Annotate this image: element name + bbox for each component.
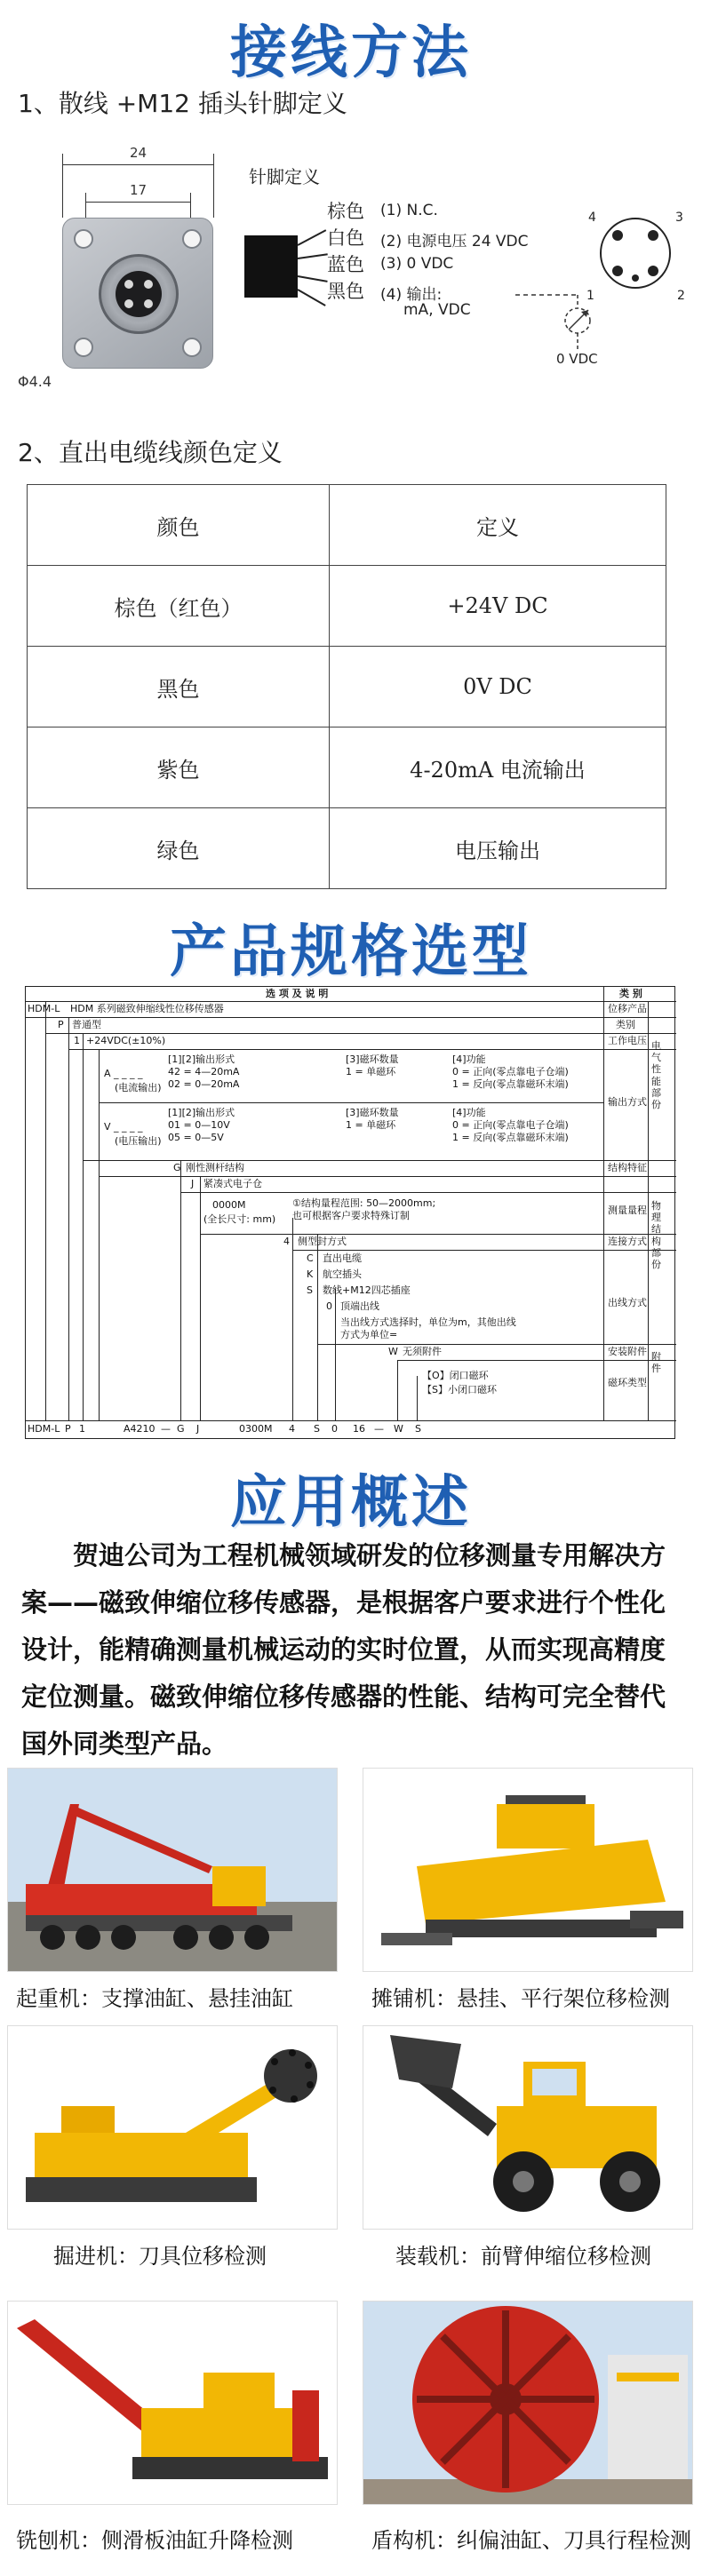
load-symbol-icon xyxy=(515,280,622,386)
rule xyxy=(180,1192,676,1193)
plug-pin xyxy=(144,280,153,289)
example-code: 1 xyxy=(79,1423,85,1435)
rule xyxy=(397,1360,676,1361)
spec-section-title: 产品规格选型 xyxy=(170,919,532,985)
mounting-hole xyxy=(74,229,93,249)
spec-text: 方式为单位= xyxy=(340,1329,398,1340)
application-caption: 摊铺机：悬挂、平行架位移检测 xyxy=(371,1986,670,2011)
spec-cat: 安装附件 xyxy=(608,1346,647,1357)
roadheader-image xyxy=(7,2025,338,2230)
spec-cat: 测量量程 xyxy=(608,1205,647,1216)
spec-text: 也可根据客户要求特殊订制 xyxy=(292,1210,410,1221)
connector-subheading: 1、散线 +M12 插头针脚定义 xyxy=(18,89,347,118)
spec-text: 01 = 0—10V xyxy=(168,1119,230,1131)
spec-text: [1][2]输出形式 xyxy=(168,1107,235,1118)
spec-text: [4]功能 xyxy=(452,1053,486,1065)
table-cell: 绿色 xyxy=(28,808,330,889)
application-intro: 贺迪公司为工程机械领域研发的位移测量专用解决方案——磁致伸缩位移传感器，是根据客户要求进行个性化设计，能精确测量机械运动的实时位置，从而实现高精度定位测量。磁致伸缩位移传感器的性能、结构可完全替代国外同类型产品。 xyxy=(21,1540,666,1759)
spec-cat-vertical: 电气性能部份 xyxy=(651,1040,661,1110)
spec-selection-table xyxy=(25,986,675,1439)
example-code: HDM-L xyxy=(28,1423,60,1435)
spec-text: [1][2]输出形式 xyxy=(168,1053,235,1065)
spec-opt: P xyxy=(58,1019,64,1030)
example-code: A4210 xyxy=(124,1423,156,1435)
cable-end xyxy=(244,235,298,298)
table-cell: 棕色（红色） xyxy=(28,566,330,647)
wire-color-blue: 蓝色 xyxy=(327,254,364,275)
spec-opt: W xyxy=(388,1346,398,1357)
spec-text: ①结构量程范围: 50—2000mm; xyxy=(292,1197,436,1209)
loader-image xyxy=(363,2025,693,2230)
spec-cat-vertical: 物理结构部份 xyxy=(651,1200,661,1270)
spec-opt: S xyxy=(307,1284,313,1296)
rule xyxy=(603,987,604,1420)
wire-blue xyxy=(298,275,328,282)
dim-guide-right xyxy=(213,154,214,218)
table-header-cell: 定义 xyxy=(330,485,666,566)
example-code: J xyxy=(196,1423,200,1435)
spec-opt-desc: 普通型 xyxy=(72,1019,101,1030)
dim-outer-label: 24 xyxy=(130,145,148,161)
example-code: — xyxy=(374,1423,384,1435)
pinout-dot xyxy=(612,266,623,276)
mounting-hole xyxy=(182,338,202,357)
rule xyxy=(417,1376,418,1420)
example-code: 0 xyxy=(331,1423,338,1435)
spec-opt: C xyxy=(307,1252,314,1264)
spec-header-category: 类 别 xyxy=(619,988,642,999)
table-cell: 0V DC xyxy=(330,647,666,727)
spec-opt-desc: +24VDC(±10%) xyxy=(86,1035,166,1046)
milling-machine-image xyxy=(7,2301,338,2505)
m12-plug-image xyxy=(62,218,213,369)
spec-opt: K xyxy=(307,1268,314,1280)
spec-text: 1 = 单磁环 xyxy=(346,1066,396,1077)
spec-cat: 结构特征 xyxy=(608,1162,647,1173)
pin-number: 1 xyxy=(586,289,594,303)
rule xyxy=(99,1049,100,1420)
wire-brown xyxy=(298,229,327,246)
spec-opt-desc: 刚性测杆结构 xyxy=(186,1162,244,1173)
table-row xyxy=(28,727,666,808)
application-section-title: 应用概述 xyxy=(230,1470,472,1536)
spec-a-block: A _ _ _ _ xyxy=(104,1068,143,1079)
rule xyxy=(99,1102,603,1103)
rule xyxy=(68,1049,676,1050)
dim-guide-inner-left xyxy=(85,193,86,218)
rule xyxy=(45,1033,676,1034)
wire-black xyxy=(298,289,326,306)
dim-line-outer xyxy=(62,164,213,165)
pinout-dot xyxy=(612,230,623,241)
dim-guide-left xyxy=(62,154,63,218)
spec-text: 0 = 正向(零点靠电子仓端) xyxy=(452,1066,569,1077)
spec-v-block: V _ _ _ _ xyxy=(104,1121,143,1133)
spec-opt: G xyxy=(173,1162,181,1173)
rule xyxy=(292,1218,293,1420)
spec-header-options: 选 项 及 说 明 xyxy=(266,988,329,999)
example-code: — xyxy=(161,1423,171,1435)
spec-text: (全长尺寸: mm) xyxy=(203,1213,276,1225)
paver-image xyxy=(363,1768,693,1972)
wire-white xyxy=(298,253,328,259)
spec-opt-desc: 紧凑式电子仓 xyxy=(203,1178,262,1189)
wire-def-1: (1) N.C. xyxy=(380,202,438,219)
spec-opt-desc: 直出电缆 xyxy=(323,1252,362,1264)
crane-image xyxy=(7,1768,338,1972)
mounting-hole xyxy=(74,338,93,357)
rule xyxy=(648,1001,649,1420)
spec-opt: J xyxy=(191,1178,195,1189)
table-row xyxy=(28,566,666,647)
spec-opt-desc: 航空插头 xyxy=(323,1268,362,1280)
shield-machine-image xyxy=(363,2301,693,2505)
rule xyxy=(200,1234,676,1235)
table-cell: 4-20mA 电流输出 xyxy=(330,727,666,808)
application-caption: 起重机：支撑油缸、悬挂油缸 xyxy=(16,1986,293,2011)
wire-def-2: (2) 电源电压 24 VDC xyxy=(380,233,529,250)
rule xyxy=(68,1017,69,1420)
spec-text: 1 = 反向(零点靠磁环末端) xyxy=(452,1132,569,1143)
example-code: 16 xyxy=(353,1423,365,1435)
wire-color-brown: 棕色 xyxy=(327,201,364,222)
pin-number: 3 xyxy=(675,211,683,225)
spec-text: [3]磁环数量 xyxy=(346,1053,399,1065)
example-code: W xyxy=(394,1423,403,1435)
plug-pin xyxy=(124,280,133,289)
spec-cat: 位移产品 xyxy=(608,1003,647,1014)
spec-a-sub: (电流输出) xyxy=(115,1082,162,1093)
wire-def-4: (4) 输出: xyxy=(380,286,443,304)
pin-definition-title: 针脚定义 xyxy=(249,166,320,187)
rule xyxy=(317,1234,318,1420)
spec-opt: 1 xyxy=(74,1035,80,1046)
rule xyxy=(292,1250,676,1251)
dim-line-inner xyxy=(85,202,190,203)
rule xyxy=(200,1176,201,1420)
spec-cat: 连接方式 xyxy=(608,1236,647,1247)
application-caption: 掘进机：刀具位移检测 xyxy=(53,2244,267,2269)
rule xyxy=(26,1420,676,1421)
spec-cat: 类别 xyxy=(616,1019,635,1030)
rule xyxy=(335,1289,336,1420)
spec-cat: 工作电压 xyxy=(608,1035,647,1046)
spec-opt-desc: 无须附件 xyxy=(403,1346,442,1357)
pinout-dot xyxy=(648,266,658,276)
application-caption: 铣刨机：侧滑板油缸升降检测 xyxy=(16,2528,293,2553)
spec-text: [4]功能 xyxy=(452,1107,486,1118)
table-cell: 电压输出 xyxy=(330,808,666,889)
spec-text: 【O】闭口磁环 xyxy=(422,1370,489,1381)
rule xyxy=(45,1001,46,1420)
output-units: mA, VDC xyxy=(403,301,471,319)
rule xyxy=(180,1160,181,1420)
example-code: P xyxy=(65,1423,71,1435)
spec-text: 当出线方式选择时，单位为m，其他出线 xyxy=(340,1316,516,1328)
color-subheading: 2、直出电缆线颜色定义 xyxy=(18,438,283,467)
example-code: 0300M xyxy=(239,1423,273,1435)
spec-text: 0000M xyxy=(212,1199,246,1211)
rule xyxy=(99,1176,676,1177)
hole-diameter-label: Φ4.4 xyxy=(18,373,52,390)
wiring-section-title: 接线方法 xyxy=(230,20,472,86)
dim-inner-label: 17 xyxy=(130,182,148,198)
wire-color-black: 黑色 xyxy=(327,281,364,302)
rule xyxy=(83,1160,676,1161)
rule xyxy=(26,1001,676,1002)
table-header-cell: 颜色 xyxy=(28,485,330,566)
table-cell: +24V DC xyxy=(330,566,666,647)
application-caption: 装载机：前臂伸缩位移检测 xyxy=(395,2244,651,2269)
spec-text: 【S】小闭口磁环 xyxy=(422,1384,497,1395)
wire-color-white: 白色 xyxy=(327,227,364,249)
application-caption: 盾构机：纠偏油缸、刀具行程检测 xyxy=(371,2528,691,2553)
spec-v-sub: (电压输出) xyxy=(115,1135,162,1147)
pin-number: 2 xyxy=(677,289,685,303)
wire-def-3: (3) 0 VDC xyxy=(380,255,454,273)
example-code: G xyxy=(177,1423,185,1435)
spec-text: 0 = 正向(零点靠电子仓端) xyxy=(452,1119,569,1131)
table-row xyxy=(28,808,666,889)
ground-label: 0 VDC xyxy=(556,351,598,367)
plug-pin xyxy=(124,299,133,308)
spec-text: [3]磁环数量 xyxy=(346,1107,399,1118)
plug-pin xyxy=(144,299,153,308)
plug-face xyxy=(116,271,162,317)
spec-cat-vertical: 附件 xyxy=(651,1351,661,1375)
spec-model: HDM-L xyxy=(28,1003,60,1014)
connector-diagram xyxy=(18,129,685,413)
rule xyxy=(317,1344,676,1345)
dim-guide-inner-right xyxy=(190,193,191,218)
pin-number: 4 xyxy=(588,211,596,225)
table-row xyxy=(28,647,666,727)
spec-cat: 出线方式 xyxy=(608,1297,647,1308)
spec-text: 1 = 单磁环 xyxy=(346,1119,396,1131)
spec-opt-desc: 顶端出线 xyxy=(340,1300,379,1312)
pinout-key xyxy=(632,274,639,282)
rule xyxy=(83,1033,84,1420)
spec-model-desc: HDM 系列磁致伸缩线性位移传感器 xyxy=(70,1003,224,1014)
table-header-row xyxy=(28,485,666,566)
spec-opt-desc: 侧型封方式 xyxy=(298,1236,347,1247)
spec-text: 1 = 反向(零点靠磁环末端) xyxy=(452,1078,569,1090)
spec-opt: 4 xyxy=(283,1236,290,1247)
example-code: S xyxy=(314,1423,320,1435)
spec-opt: 0 xyxy=(326,1300,332,1312)
example-code: S xyxy=(415,1423,421,1435)
spec-text: 42 = 4—20mA xyxy=(168,1066,240,1077)
plug-ring xyxy=(99,254,179,334)
pinout-diagram xyxy=(600,218,671,289)
mounting-hole xyxy=(182,229,202,249)
wire-color-table xyxy=(27,484,666,889)
spec-text: 02 = 0—20mA xyxy=(168,1078,240,1090)
rule xyxy=(397,1360,398,1420)
spec-opt-desc: 数线+M12四芯插座 xyxy=(323,1284,411,1296)
rule xyxy=(26,1017,676,1018)
table-cell: 紫色 xyxy=(28,727,330,808)
table-cell: 黑色 xyxy=(28,647,330,727)
example-code: 4 xyxy=(289,1423,295,1435)
spec-cat: 磁环类型 xyxy=(608,1377,647,1388)
spec-text: 05 = 0—5V xyxy=(168,1132,224,1143)
spec-cat: 输出方式 xyxy=(608,1096,647,1108)
pinout-dot xyxy=(648,230,658,241)
